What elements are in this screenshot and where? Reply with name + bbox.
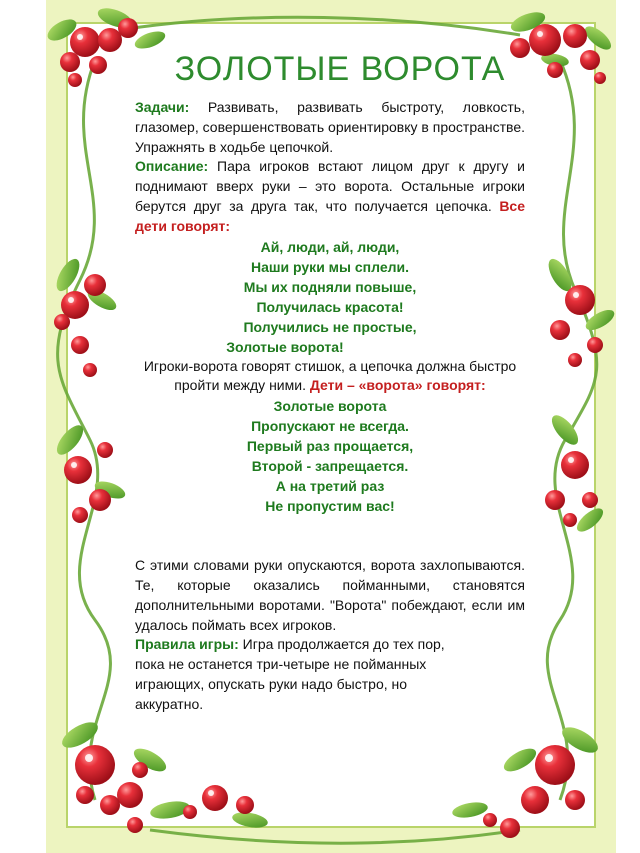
page-title: ЗОЛОТЫЕ ВОРОТА — [174, 50, 506, 88]
poem-line: А на третий раз — [275, 478, 385, 495]
description-text: Пара игроков встают лицом друг к другу и поднимают вверх руки – это ворота. Остальные игроки берутся друг за друга так, что получается цепочка. — [135, 158, 525, 214]
poem-line: Получилась красота! — [256, 298, 404, 315]
poem-line: Пропускают не всегда. — [251, 418, 409, 435]
rules-line: пока не останется три-четыре не пойманных — [135, 656, 427, 673]
rules-line: играющих, опускать руки надо быстро, но — [135, 675, 408, 692]
poem-line: Первый раз прощается, — [246, 438, 414, 455]
poem-2 — [135, 396, 525, 516]
poem-line: Не пропустим вас! — [265, 498, 395, 515]
ending-paragraph: С этими словами руки опускаются, ворота захлопываются. Те, которые оказались пойманными, становятся дополнительными воротами. "Ворота" побеждают, если им удалось поймать всех игроков. — [135, 557, 525, 633]
tasks-text: Развивать, развивать быстроту, ловкость, глазомер, совершенствовать ориентировку в пространстве. Упражнять в ходьбе цепочкой. — [135, 99, 525, 155]
tasks-label: Задачи: — [135, 99, 190, 115]
children-say-label: Все дети говорят: — [135, 197, 525, 234]
gates-say-label: Дети – «ворота» говорят: — [309, 377, 486, 394]
poem-line: Золотые ворота — [273, 398, 387, 415]
poem-line: Второй - запрещается. — [251, 458, 409, 475]
description-label: Описание: — [135, 158, 209, 175]
spacer — [135, 516, 525, 536]
poem-line: Получились не простые, — [243, 318, 417, 335]
poem-line: Наши руки мы сплели. — [250, 258, 410, 275]
poem-line: Мы их подняли повыше, — [243, 278, 417, 295]
rules-label: Правила игры: — [135, 636, 239, 653]
middle-paragraph — [135, 357, 525, 397]
rules-line: Игра продолжается до тех пор, — [238, 636, 445, 653]
rules-paragraph — [135, 635, 525, 714]
spacer — [135, 536, 525, 556]
poem-line: Золотые ворота! — [226, 338, 344, 355]
tasks-paragraph — [135, 98, 525, 157]
poem-1 — [135, 237, 525, 357]
poem-line: Ай, люди, ай, люди, — [260, 238, 400, 255]
middle-text: Игроки-ворота говорят стишок, а цепочка должна быстро пройти между ними. — [143, 357, 517, 394]
rules-line: аккуратно. — [135, 695, 204, 712]
content-text — [135, 98, 525, 715]
description-paragraph — [135, 157, 525, 236]
